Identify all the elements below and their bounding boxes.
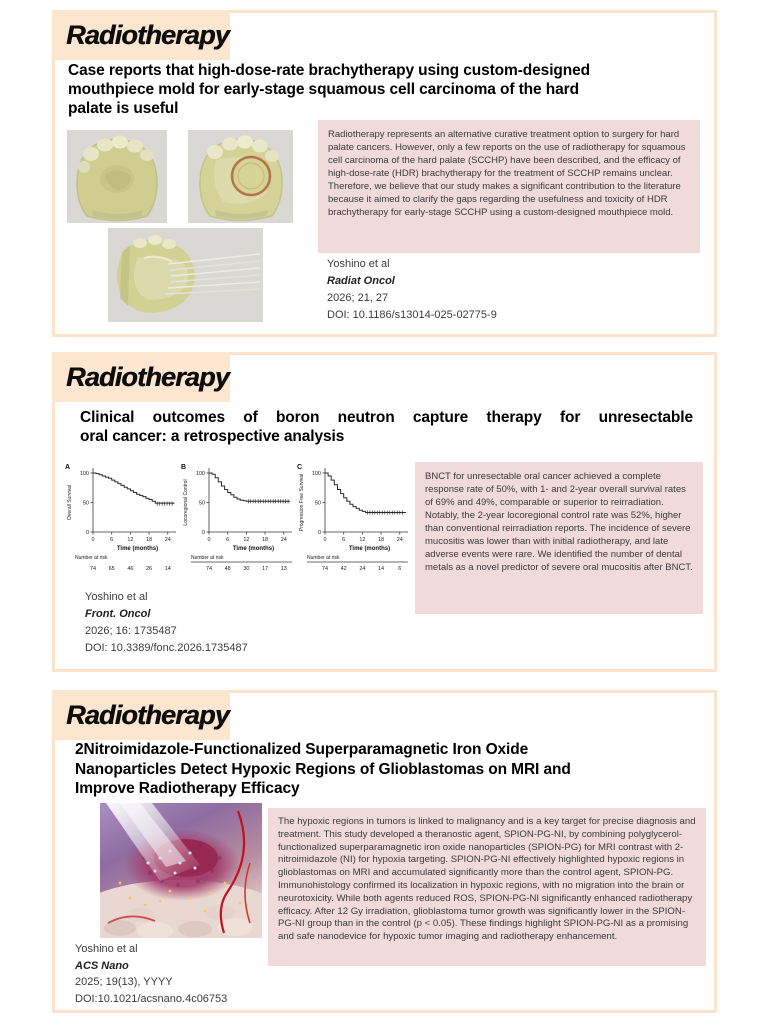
- title-line: Improve Radiotherapy Efficacy: [75, 780, 300, 797]
- nanoparticle-illustration: [100, 803, 262, 938]
- svg-text:100: 100: [79, 471, 89, 477]
- title-line: Clinical outcomes of boron neutron capture therapy for unresectable: [80, 409, 693, 426]
- svg-text:26: 26: [146, 566, 153, 572]
- citation-authors: Yoshino et al: [85, 591, 148, 603]
- svg-text:74: 74: [205, 566, 213, 572]
- title-line: Nanoparticles Detect Hypoxic Regions of Glioblastomas on MRI and: [75, 760, 571, 778]
- citation-journal: Radiat Oncol: [327, 275, 395, 287]
- svg-text:13: 13: [280, 566, 287, 572]
- svg-text:Time (months): Time (months): [348, 546, 391, 552]
- title-line: mouthpiece mold for early-stage squamous cell carcinoma of the hard: [68, 81, 579, 98]
- citation-authors: Yoshino et al: [327, 258, 390, 270]
- svg-text:C: C: [297, 464, 303, 471]
- svg-text:A: A: [65, 464, 71, 471]
- abstract-box: Radiotherapy represents an alternative curative treatment option to surgery for hard palate cancers. However, only a few reports on the use of radiotherapy for squamous cell carcinoma of the hard palate (SCCHP) have been described, and the efficacy of high-dose-rate (HDR) brachytherapy for the treatment of SCCHP remains unclear. Therefore, we believe that our study makes a significant contribution to the literature because it aimed to clarify the gaps regarding the usefulness and toxicity of HDR brachytherapy for early-stage SCCHP using a custom-designed mouthpiece mold.: [318, 120, 700, 253]
- svg-text:42: 42: [340, 566, 347, 572]
- svg-text:Time (months): Time (months): [116, 546, 159, 552]
- svg-text:6: 6: [342, 537, 346, 543]
- svg-text:74: 74: [321, 566, 329, 572]
- svg-text:46: 46: [127, 566, 134, 572]
- svg-text:0: 0: [323, 537, 327, 543]
- citation: [327, 256, 497, 324]
- svg-text:0: 0: [317, 530, 321, 536]
- svg-text:B: B: [181, 464, 187, 471]
- svg-text:100: 100: [195, 471, 205, 477]
- svg-text:6: 6: [110, 537, 114, 543]
- citation: [85, 589, 248, 657]
- svg-text:14: 14: [378, 566, 385, 572]
- svg-text:50: 50: [198, 500, 205, 507]
- kaplan-meier-chart-locoregional-control: [179, 460, 294, 576]
- abstract-box: BNCT for unresectable oral cancer achieved a complete response rate of 50%, with 1- and 2-year overall survival rates of 69% and 49%, comparable or superior to reirradiation. Notably, the 2-year locoregional control rate was 52%, higher than conventional reirradiation reports. The incidence of severe mucositis was lower than with initial radiotherapy, and late adverse events were rare. We identified the number of dental metals as a novel predictor of severe oral mucositis after BNCT.: [415, 462, 703, 614]
- svg-text:14: 14: [164, 566, 171, 572]
- svg-text:50: 50: [82, 500, 89, 507]
- kaplan-meier-chart-overall-survival: [63, 460, 178, 576]
- section-title: Radiotherapy: [66, 19, 229, 50]
- abstract-box: The hypoxic regions in tumors is linked to malignancy and is a key target for precise diagnosis and treatment. This study developed a theranostic agent, SPION-PG-NI, by combining polyglycerol-functionalized superparamagnetic iron oxide nanoparticles (SPION-PG) for MRI contrast with 2-nitroimidazole (NI) for hypoxia targeting. SPION-PG-NI effectively highlighted hypoxic regions in glioblastomas on MRI and accumulated significantly more than the control agent, SPION-PG. Immunohistology confirmed its localization in hypoxic regions, with no migration into the brain or neurotoxicity. While both agents reduced ROS, SPION-PG-NI significantly enhanced radiotherapy efficacy. After 12 Gy irradiation, glioblastoma tumor growth was significantly lower in the SPION-PG-NI group than in the control (p < 0.05). These findings highlight SPION-PG-NI as a promising and safe nanodevice for hypoxic tumor imaging and radiotherapy enhancement.: [268, 808, 706, 966]
- svg-text:0: 0: [207, 537, 211, 543]
- svg-text:18: 18: [146, 537, 153, 543]
- title-line: 2Nitroimidazole-Functionalized Superparamagnetic Iron Oxide: [75, 741, 529, 758]
- svg-text:18: 18: [378, 537, 385, 543]
- svg-text:24: 24: [280, 537, 287, 543]
- title-line: palate is useful: [68, 100, 179, 117]
- kaplan-meier-chart-progression-free-survival: [295, 460, 410, 576]
- svg-text:17: 17: [262, 566, 269, 572]
- svg-text:Progression Free Survival: Progression Free Survival: [299, 473, 305, 532]
- section-header: [52, 352, 230, 402]
- svg-text:24: 24: [359, 566, 366, 572]
- citation: [75, 941, 227, 1007]
- svg-text:100: 100: [311, 471, 321, 477]
- svg-text:Number at risk: Number at risk: [307, 555, 340, 561]
- citation-volume: 2025; 19(13), YYYY: [75, 976, 173, 988]
- svg-text:65: 65: [108, 566, 115, 572]
- title-line: Case reports that high-dose-rate brachytherapy using custom-designed: [68, 62, 591, 79]
- svg-text:30: 30: [243, 566, 250, 572]
- svg-text:18: 18: [262, 537, 269, 543]
- article-title: [75, 740, 675, 799]
- section-title: Radiotherapy: [66, 361, 229, 392]
- citation-volume: 2026; 16: 1735487: [85, 625, 177, 637]
- svg-text:0: 0: [201, 530, 205, 536]
- section-header: [52, 690, 230, 740]
- svg-text:Number at risk: Number at risk: [75, 555, 108, 561]
- svg-text:Number at risk: Number at risk: [191, 555, 224, 561]
- citation-journal: ACS Nano: [75, 959, 129, 972]
- article-panel-brachytherapy: [52, 10, 717, 337]
- article-panel-bnct: [52, 352, 717, 672]
- svg-text:74: 74: [89, 566, 97, 572]
- mold-photo-tumor-marking: [188, 130, 293, 223]
- kaplan-meier-figure: [63, 460, 413, 582]
- citation-doi: DOI: 10.3389/fonc.2026.1735487: [85, 642, 248, 654]
- mold-photo-with-catheters: [108, 228, 263, 322]
- citation-doi: DOI: 10.1186/s13014-025-02775-9: [327, 309, 497, 321]
- mold-photo-occlusal-view: [67, 130, 167, 223]
- title-line: oral cancer: a retrospective analysis: [80, 428, 345, 445]
- svg-text:12: 12: [127, 537, 134, 543]
- svg-text:Time (months): Time (months): [232, 546, 275, 552]
- svg-text:Overall Survival: Overall Survival: [67, 484, 73, 521]
- svg-text:50: 50: [314, 500, 321, 507]
- svg-text:24: 24: [164, 537, 171, 543]
- svg-text:12: 12: [359, 537, 366, 543]
- citation-doi: DOI:10.1021/acsnano.4c06753: [75, 992, 228, 1005]
- svg-text:0: 0: [85, 530, 89, 536]
- svg-text:24: 24: [396, 537, 403, 543]
- svg-text:0: 0: [91, 537, 95, 543]
- section-title: Radiotherapy: [66, 699, 229, 730]
- citation-authors: Yoshino et al: [75, 943, 138, 955]
- article-title: [80, 408, 693, 446]
- article-title: [68, 61, 680, 118]
- article-panel-spion: [52, 690, 717, 1013]
- svg-text:Locoregional Control: Locoregional Control: [183, 479, 189, 526]
- svg-text:48: 48: [224, 566, 231, 572]
- citation-journal: Front. Oncol: [85, 608, 151, 620]
- svg-text:6: 6: [226, 537, 230, 543]
- svg-text:12: 12: [243, 537, 250, 543]
- svg-text:6: 6: [398, 566, 402, 572]
- citation-volume: 2026; 21, 27: [327, 292, 389, 304]
- section-header: [52, 10, 230, 60]
